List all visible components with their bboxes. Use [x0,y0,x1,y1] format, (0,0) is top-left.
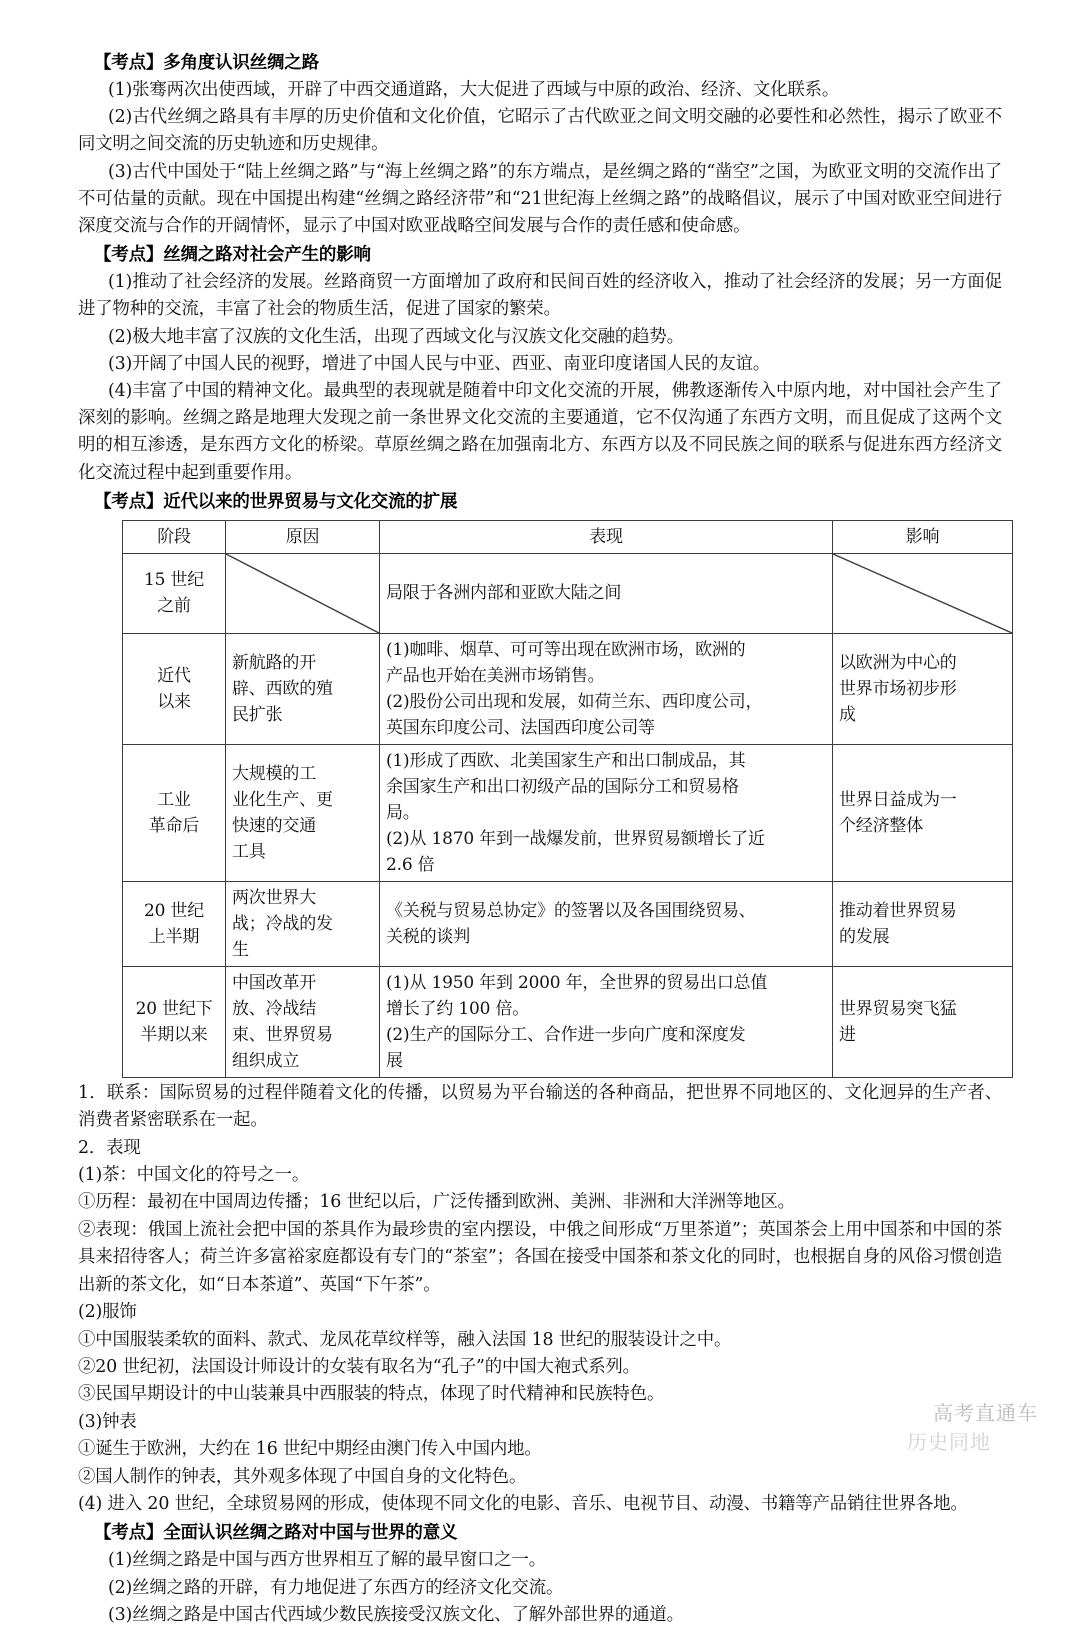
cell-line: 进 [839,1024,856,1045]
cell-line: (2)生产的国际分工、合作进一步向广度和深度发 [386,1024,746,1045]
final-paragraph-3: (3)丝绸之路是中国古代西域少数民族接受汉族文化、了解外部世界的通道。 [108,1604,684,1625]
cell-stage [123,881,226,966]
after-table-line-4: ①历程：最初在中国周边传播；16 世纪以后，广泛传播到欧洲、美洲、非洲和大洋洲等地区。 [78,1192,795,1213]
table-row [123,966,1013,1077]
table-header-show: 表现 [380,520,833,553]
table-row [123,744,1013,881]
final-paragraph-1: (1)丝绸之路是中国与西方世界相互了解的最早窗口之一。 [108,1550,546,1571]
paragraph-2-3: (3)开阔了中国人民的视野，增进了中国人民与中亚、西亚、南亚印度诸国人民的友谊。 [108,353,771,374]
cell-line: 以来 [157,691,191,712]
after-table-line-9: ③民国早期设计的中山装兼具中西服装的特点，体现了时代精神和民族特色。 [78,1384,665,1405]
cell-stage [123,553,226,633]
table-row [123,881,1013,966]
cell-impact [833,633,1013,744]
paragraph-2-2: (2)极大地丰富了汉族的文化生活，出现了西域文化与汉族文化交融的趋势。 [108,326,684,347]
cell-line: 15 世纪 [143,570,205,591]
cell-show [380,553,833,633]
paragraph-1-1: (1)张骞两次出使西域，开辟了中西交通道路，大大促进了西域与中原的政治、经济、文化联系。 [108,80,840,100]
after-table-line-3: (1)茶：中国文化的符号之一。 [78,1165,310,1186]
cell-line: 产品也开始在美洲市场销售。 [386,665,605,686]
cell-line: 生 [232,939,249,960]
cell-line: (2)股份公司出现和发展，如荷兰东、西印度公司， [386,691,763,712]
cell-line: 个经济整体 [839,815,923,836]
after-table-line-10: (3)钟表 [78,1411,137,1432]
cell-line: 近代 [157,665,191,686]
cell-reason-empty [226,553,380,633]
cell-show [380,966,833,1077]
cell-line: (1)形成了西欧、北美国家生产和出口制成品，其 [386,750,746,771]
cell-line: 大规模的工 [232,763,316,784]
table-header-reason: 原因 [226,520,380,553]
cell-reason [226,881,380,966]
cell-show [380,881,833,966]
cell-impact [833,881,1013,966]
after-table-line-7: ①中国服装柔软的面料、款式、龙凤花草纹样等，融入法国 18 世纪的服装设计之中。 [78,1329,732,1350]
document-content [78,48,1002,1629]
cell-impact [833,966,1013,1077]
cell-line: 快速的交通 [232,815,316,836]
cell-line: 推动着世界贸易 [839,900,957,921]
cell-line: 20 世纪 [143,900,205,921]
cell-line: 增长了约 100 倍。 [386,998,530,1019]
cell-line: 关税的谈判 [386,926,470,947]
section-heading-3: 【考点】近代以来的世界贸易与文化交流的扩展 [94,491,458,512]
cell-stage [123,966,226,1077]
cell-line: 放、冷战结 [232,998,316,1019]
table-body [123,553,1013,1077]
paragraph-1-3: (3)古代中国处于“陆上丝绸之路”与“海上丝绸之路”的东方端点，是丝绸之路的“凿空”之国，为欧亚文明的交流作出了不可估量的贡献。现在中国提出构建“丝绸之路经济带”和“21世纪海上丝绸之路”的战略倡议，展示了中国对欧亚空间进行深度交流与合作的开阔情怀，显示了中国对欧亚战略空间发展与合作的责任感和使命感。 [78,161,1002,237]
trade-expansion-table [122,520,1013,1078]
after-table-line-8: ②20 世纪初，法国设计师设计的女装有取名为“孔子”的中国大袍式系列。 [78,1356,640,1377]
paragraph-2-4: (4)丰富了中国的精神文化。最典型的表现就是随着中印文化交流的开展，佛教逐渐传入中原内地，对中国社会产生了深刻的影响。丝绸之路是地理大发现之前一条世界文化交流的主要通道，它不仅沟通了东西方文明，而且促成了这两个文明的相互渗透，是东西方文化的桥梁。草原丝绸之路在加强南北方、东西方以及不同民族之间的联系与促进东西方经济文化交流过程中起到重要作用。 [78,381,1002,483]
after-table-line-11: ①诞生于欧洲，大约在 16 世纪中期经由澳门传入中国内地。 [78,1439,542,1460]
cell-line: (1)从 1950 年到 2000 年，全世界的贸易出口总值 [386,972,768,993]
cell-line: 局。 [386,802,420,823]
cell-line: 世界日益成为一 [839,789,957,810]
cell-impact [833,744,1013,881]
cell-line: 业化生产、更 [232,789,333,810]
cell-line: 工具 [232,841,266,862]
cell-show [380,633,833,744]
watermark-line-1: 高考直通车 [933,1401,1038,1425]
table-row [123,553,1013,633]
cell-line: 20 世纪下 [135,998,213,1019]
cell-line: 以欧洲为中心的 [839,652,957,673]
cell-reason [226,633,380,744]
cell-line: 中国改革开 [232,972,316,993]
watermark-line-2: 历史同地 [907,1430,991,1454]
cell-line: 两次世界大 [232,887,316,908]
cell-line: 的发展 [839,926,890,947]
table-header-row [123,520,1013,553]
paragraph-1-2: (2)古代丝绸之路具有丰厚的历史价值和文化价值，它昭示了古代欧亚之间文明交融的必要性和必然性，揭示了欧亚不同文明之间交流的历史轨迹和历史规律。 [78,107,1002,155]
cell-line: 局限于各洲内部和亚欧大陆之间 [386,583,622,604]
table-header-impact: 影响 [833,520,1013,553]
table-row [123,633,1013,744]
cell-line: 世界贸易突飞猛 [839,998,957,1019]
after-table-line-6: (2)服饰 [78,1302,137,1323]
after-table-line-1: 1．联系：国际贸易的过程伴随着文化的传播，以贸易为平台输送的各种商品，把世界不同地区的、文化迥异的生产者、消费者紧密联系在一起。 [78,1082,1002,1131]
final-paragraph-2: (2)丝绸之路的开辟，有力地促进了东西方的经济文化交流。 [108,1577,564,1598]
cell-line: (1)咖啡、烟草、可可等出现在欧洲市场，欧洲的 [386,639,746,660]
cell-line: 战；冷战的发 [232,913,333,934]
cell-line: 《关税与贸易总协定》的签署以及各国围绕贸易、 [386,900,756,921]
after-table-line-12: ②国人制作的钟表，其外观多体现了中国自身的文化特色。 [78,1466,527,1487]
trade-table-wrapper [122,520,960,1078]
cell-impact-empty [833,553,1013,633]
cell-line: 辟、西欧的殖 [232,678,333,699]
cell-line: (2)从 1870 年到一战爆发前，世界贸易额增长了近 [386,828,765,849]
cell-line: 之前 [157,596,191,617]
cell-line: 2.6 倍 [386,854,435,875]
cell-stage [123,744,226,881]
section-heading-1: 【考点】多角度认识丝绸之路 [94,53,319,73]
cell-reason [226,744,380,881]
diagonal-strike-icon [226,554,379,633]
cell-line: 工业 [157,789,191,810]
paragraph-2-1: (1)推动了社会经济的发展。丝路商贸一方面增加了政府和民间百姓的经济收入，推动了社会经济的发展；另一方面促进了物种的交流，丰富了社会的物质生活，促进了国家的繁荣。 [78,272,1002,320]
cell-line: 展 [386,1050,403,1071]
cell-show [380,744,833,881]
cell-line: 民扩张 [232,704,283,725]
cell-reason [226,966,380,1077]
cell-line: 新航路的开 [232,652,316,673]
after-table-line-2: 2．表现 [78,1137,141,1158]
cell-line: 上半期 [148,926,200,947]
cell-line: 束、世界贸易 [232,1024,333,1045]
cell-line: 半期以来 [140,1024,208,1045]
cell-line: 组织成立 [232,1050,300,1071]
cell-line: 成 [839,704,856,725]
section-heading-2: 【考点】丝绸之路对社会产生的影响 [94,245,371,266]
after-table-line-13: (4) 进入 20 世纪，全球贸易网的形成，使体现不同文化的电影、音乐、电视节目、动漫、书籍等产品销往世界各地。 [78,1493,968,1514]
after-table-line-5: ②表现：俄国上流社会把中国的茶具作为最珍贵的室内摆设，中俄之间形成“万里茶道”；英国茶会上用中国茶和中国的茶具来招待客人；荷兰许多富裕家庭都设有专门的“茶室”；各国在接受中国茶和茶文化的同时，也根据自身的风俗习惯创造出新的茶文化，如“日本茶道”、英国“下午茶”。 [78,1219,1002,1295]
cell-line: 世界市场初步形 [839,678,957,699]
cell-line: 余国家生产和出口初级产品的国际分工和贸易格 [386,776,739,797]
cell-line: 革命后 [148,815,200,836]
table-header-stage: 阶段 [123,520,226,553]
cell-line: 英国东印度公司、法国西印度公司等 [386,717,655,738]
diagonal-strike-icon [833,554,1012,633]
cell-stage [123,633,226,744]
section-heading-4: 【考点】全面认识丝绸之路对中国与世界的意义 [94,1523,458,1544]
